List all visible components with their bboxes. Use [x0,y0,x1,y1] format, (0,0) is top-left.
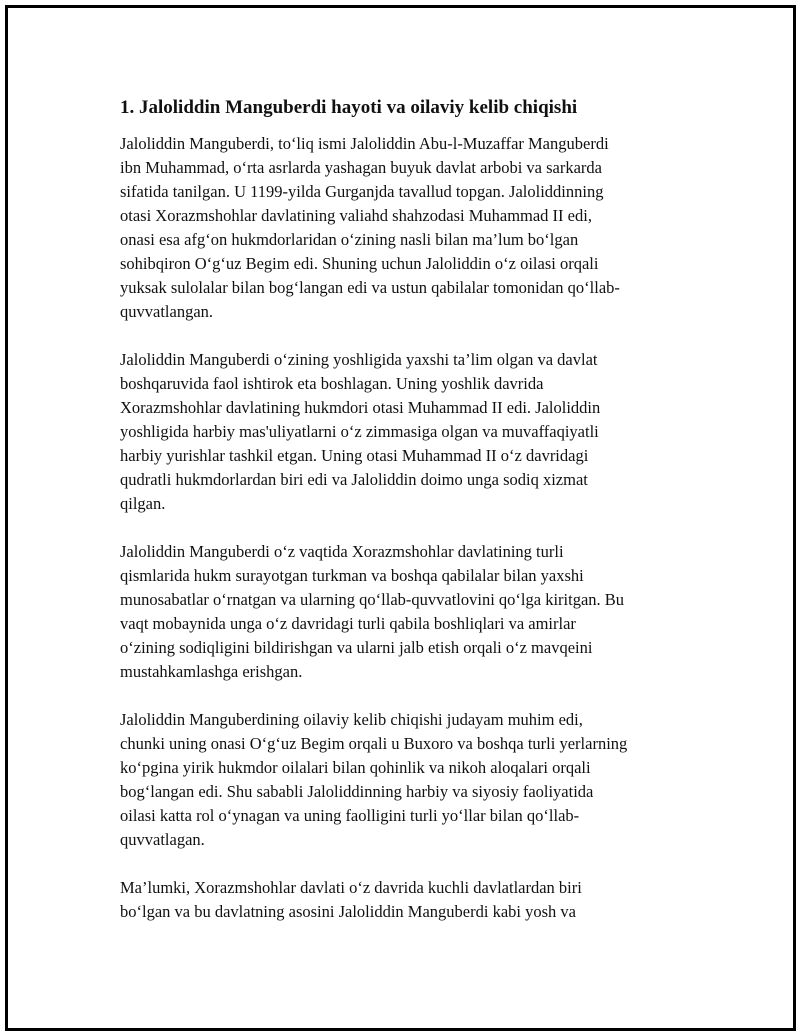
text-line: ko‘pgina yirik hukmdor oilalari bilan qohinlik va nikoh aloqalari orqali [120,758,591,777]
text-line: Jaloliddin Manguberdi o‘z vaqtida Xorazmshohlar davlatining turli [120,542,564,561]
text-line: yoshligida harbiy mas'uliyatlarni o‘z zimmasiga olgan va muvaffaqiyatli [120,422,599,441]
text-line: chunki uning onasi O‘g‘uz Begim orqali u Buxoro va boshqa turli yerlarning [120,734,628,753]
text-line: quvvatlangan. [120,302,214,321]
text-line: ibn Muhammad, o‘rta asrlarda yashagan buyuk davlat arbobi va sarkarda [120,158,602,177]
text-line: onasi esa afg‘on hukmdorlaridan o‘zining nasli bilan ma’lum bo‘lgan [120,230,579,249]
text-line: otasi Xorazmshohlar davlatining valiahd shahzodasi Muhammad II edi, [120,206,592,225]
text-line: Xorazmshohlar davlatining hukmdori otasi Muhammad II edi. Jaloliddin [120,398,601,417]
text-line: boshqaruvida faol ishtirok eta boshlagan. Uning yoshlik davrida [120,374,544,393]
text-line: quvvatlagan. [120,830,205,849]
text-line: sohibqiron O‘g‘uz Begim edi. Shuning uchun Jaloliddin o‘z oilasi orqali [120,254,599,273]
text-line: munosabatlar o‘rnatgan va ularning qo‘llab-quvvatlovini qo‘lga kiritgan. Bu [120,590,625,609]
paragraph [120,132,695,324]
document-body [120,96,695,948]
text-line: Jaloliddin Manguberdi, to‘liq ismi Jaloliddin Abu-l-Muzaffar Manguberdi [120,134,609,153]
text-line: qilgan. [120,494,166,513]
paragraph [120,540,695,684]
text-line: mustahkamlashga erishgan. [120,662,303,681]
text-line: Jaloliddin Manguberdining oilaviy kelib chiqishi judayam muhim edi, [120,710,583,729]
text-line: Ma’lumki, Xorazmshohlar davlati o‘z davrida kuchli davlatlardan biri [120,878,582,897]
text-line: oilasi katta rol o‘ynagan va uning faolligini turli yo‘llar bilan qo‘llab- [120,806,580,825]
paragraph [120,876,695,924]
text-line: sifatida tanilgan. U 1199-yilda Gurganjda tavallud topgan. Jaloliddinning [120,182,604,201]
text-line: harbiy yurishlar tashkil etgan. Uning otasi Muhammad II o‘z davridagi [120,446,589,465]
paragraph-list [120,132,695,924]
text-line: bog‘langan edi. Shu sababli Jaloliddinning harbiy va siyosiy faoliyatida [120,782,594,801]
text-line: qudratli hukmdorlardan biri edi va Jaloliddin doimo unga sodiq xizmat [120,470,588,489]
document-page [5,5,796,1031]
paragraph [120,348,695,516]
text-line: qismlarida hukm surayotgan turkman va boshqa qabilalar bilan yaxshi [120,566,584,585]
text-line: o‘zining sodiqligini bildirishgan va ularni jalb etish orqali o‘z mavqeini [120,638,593,657]
text-line: yuksak sulolalar bilan bog‘langan edi va ustun qabilalar tomonidan qo‘llab- [120,278,620,297]
section-heading: 1. Jaloliddin Manguberdi hayoti va oilaviy kelib chiqishi [120,97,578,118]
text-line: vaqt mobaynida unga o‘z davridagi turli qabila boshliqlari va amirlar [120,614,576,633]
text-line: bo‘lgan va bu davlatning asosini Jaloliddin Manguberdi kabi yosh va [120,902,576,921]
paragraph [120,708,695,852]
text-line: Jaloliddin Manguberdi o‘zining yoshligida yaxshi ta’lim olgan va davlat [120,350,598,369]
